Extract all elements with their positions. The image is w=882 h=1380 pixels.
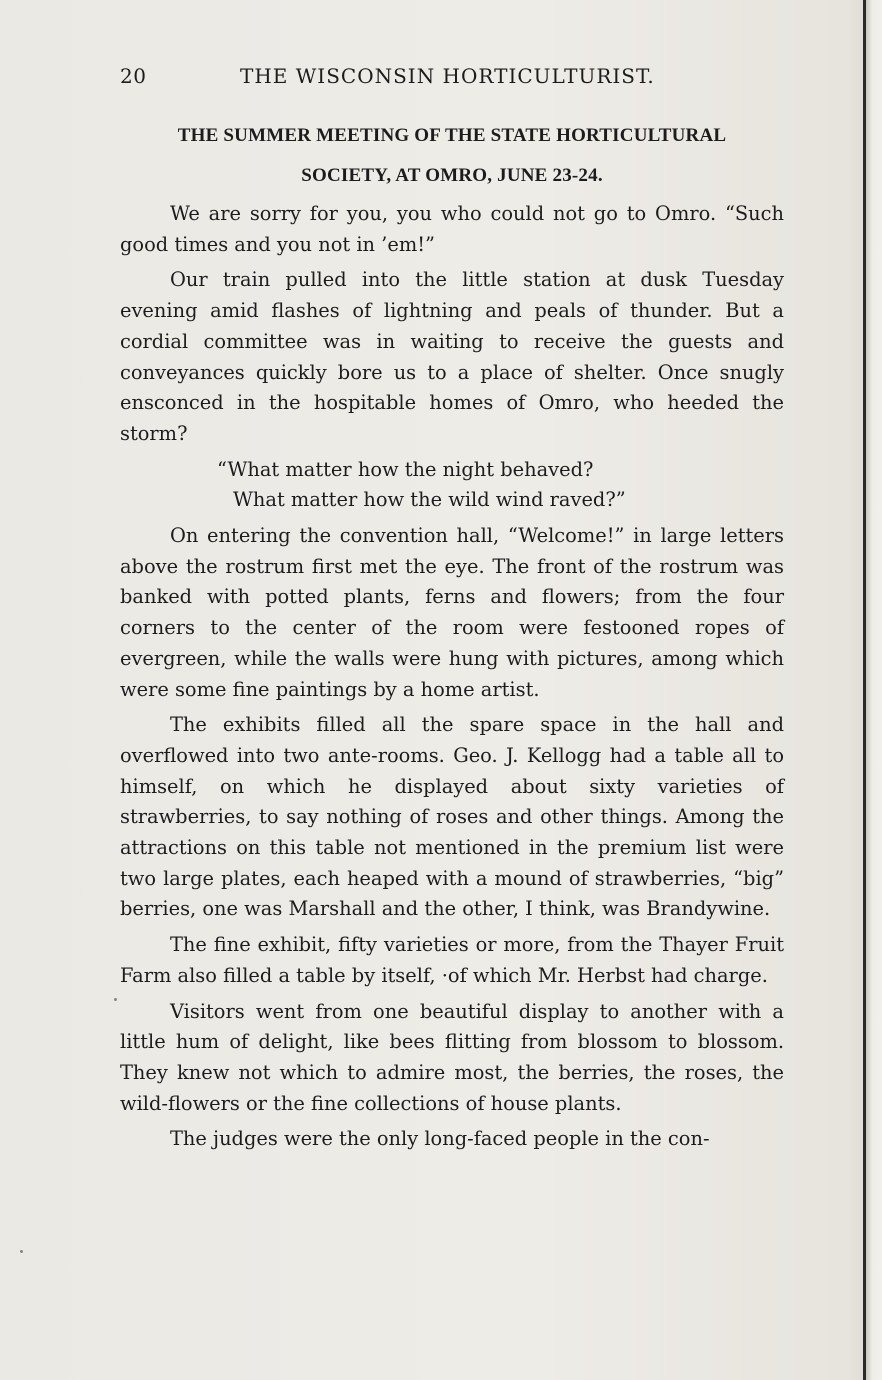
article-title — [120, 116, 784, 196]
page-binding-edge — [863, 0, 866, 1380]
paper-speck — [20, 1250, 23, 1253]
journal-title: THE WISCONSIN HORTICULTURIST. — [240, 64, 655, 88]
paragraph: Our train pulled into the little station at dusk Tuesday evening amid flashes of lightning and peals of thunder. But a cordial committee was in waiting to receive the guests and conveyances quickly bore us to a place of shelter. Once snugly ensconced in the hospitable homes of Omro, who heeded the storm? — [120, 268, 784, 445]
paragraph: The judges were the only long-faced people in the con- — [170, 1127, 710, 1151]
article-title-line-1: THE SUMMER MEETING OF THE STATE HORTICULTURAL — [177, 125, 727, 146]
paragraph: The exhibits filled all the spare space in the hall and overflowed into two ante-rooms. Geo. J. Kellogg had a table all to himself, on which he displayed about sixty varieties of strawberries, to say nothing of roses and other things. Among the attractions on this table not mentioned in the premium list were two large plates, each heaped with a mound of strawberries, “big” berries, one was Marshall and the other, I think, was Brandywine. — [120, 713, 784, 921]
verse-line: “What matter how the night behaved? — [217, 457, 594, 481]
verse-quote — [120, 455, 784, 516]
running-head — [120, 64, 784, 94]
paragraph: We are sorry for you, you who could not go to Omro. “Such good times and you not in ’em!” — [120, 202, 784, 256]
paragraph: Visitors went from one beautiful display to another with a little hum of delight, like bees flitting from blossom to blossom. They knew not which to admire most, the berries, the roses, the wild-flowers or the fine collections of house plants. — [120, 999, 784, 1115]
article-body — [120, 199, 784, 1155]
verse-line: What matter how the wild wind raved?” — [233, 488, 626, 512]
paragraph: The fine exhibit, fifty varieties or more, from the Thayer Fruit Farm also filled a table by itself, ·of which Mr. Herbst had charge. — [120, 933, 784, 987]
paragraph: On entering the convention hall, “Welcome!” in large letters above the rostrum first met the eye. The front of the rostrum was banked with potted plants, ferns and flowers; from the four corners to the center of the room were festooned ropes of evergreen, while the walls were hung with pictures, among which were some fine paintings by a home artist. — [120, 524, 784, 701]
page-number: 20 — [120, 64, 147, 88]
page-binding-shadow — [866, 0, 882, 1380]
paper-speck — [114, 998, 117, 1001]
article-title-line-2: SOCIETY, AT OMRO, JUNE 23-24. — [301, 165, 603, 186]
